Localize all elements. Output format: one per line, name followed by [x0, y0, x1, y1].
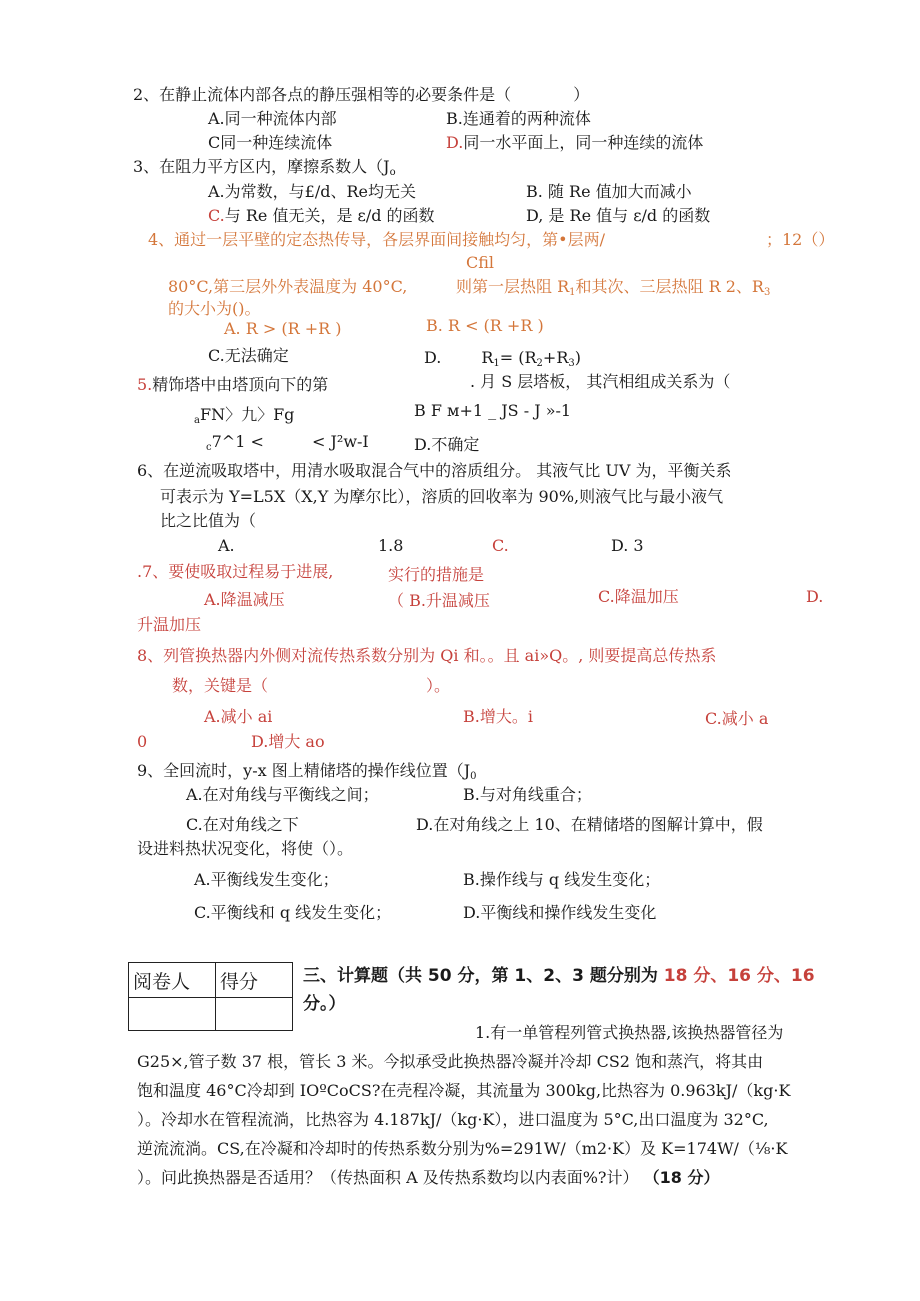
q5-option-c: $_c$7^1 < — [206, 432, 264, 453]
q8-option-b: B.增大。i — [463, 707, 533, 726]
q3-option-a: A.为常数，与£/d、Re均无关 — [208, 182, 416, 201]
calc1-line3: 饱和温度 46°C冷却到 IOºCoCS?在壳程冷凝，其流量为 300kg,比热容为 0.963kJ/（kg·K — [137, 1081, 791, 1100]
q6-line3: 比之比值为（ — [160, 511, 257, 530]
q6-option-c: C. — [492, 536, 509, 555]
q3-option-b: B. 随 Re 值加大而减小 — [526, 182, 692, 201]
calc1-line6: ）。问此换热器是否适用？（传热面积 A 及传热系数均以内表面%?计） （18 分） — [137, 1168, 720, 1187]
q8-option-c-sub: 0 — [137, 732, 148, 751]
q9-stem: 9、全回流时，y-x 图上精储塔的操作线位置（$J_0$ — [137, 761, 477, 782]
q3-option-d: D, 是 Re 值与 ε/d 的函数 — [526, 206, 711, 225]
score-cell[interactable] — [216, 998, 293, 1031]
q7-option-d-text: 升温加压 — [137, 615, 202, 634]
q7-option-d: D. — [806, 587, 824, 606]
q6-option-d: D. 3 — [611, 536, 644, 555]
q3-answer-letter: C. — [208, 206, 225, 225]
q6-line2: 可表示为 Y=L5X（X,Y 为摩尔比），溶质的回收率为 90%,则液气比与最小液气 — [160, 487, 724, 506]
q7-stem-cont: 实行的措施是 — [388, 565, 485, 584]
q9-option-b: B.与对角线重合； — [463, 785, 592, 804]
q7-option-b: （ B.升温减压 — [388, 591, 490, 610]
q10-option-a: A.平衡线发生变化； — [194, 870, 339, 889]
q2-option-b: B.连通着的两种流体 — [446, 109, 591, 128]
q4-line2b: 则第一层热阻 $R_1$和其次、三层热阻 R 2、$R_3$ — [456, 277, 771, 298]
q4-stem-tail: ；12（） — [766, 230, 835, 249]
q2-option-c: C同一种连续流体 — [208, 133, 333, 152]
q3-option-c: C.与 Re 值无关，是 ε/d 的函数 — [208, 206, 435, 225]
q5-option-b: B F м+1 _ JS - J »-1 — [414, 401, 572, 420]
section3-title: 三、计算题（共 50 分，第 1、2、3 题分别为 18 分、16 分、16 — [303, 966, 815, 986]
q4-line2a: 80°C,第三层外外表温度为 40°C, — [168, 277, 408, 296]
q5-option-a: $_a$FN〉九〉Fg — [194, 405, 295, 426]
q5-number: 5. — [137, 375, 153, 394]
q2-option-a: A.同一种流体内部 — [208, 109, 337, 128]
q10-stem: 设进料热状况变化，将使（）。 — [137, 839, 354, 858]
q9-option-c: C.在对角线之下 — [186, 815, 299, 834]
q5-stem: 5.精饰塔中由塔顶向下的第 — [137, 375, 329, 394]
q3-stem: 3、在阻力平方区内，摩擦系数人（$J_o$ — [133, 157, 396, 178]
q5-option-d: D.不确定 — [414, 435, 480, 454]
calc1-line2: G25×,管子数 37 根，管长 3 米。今拟承受此换热器冷凝并冷却 CS2 饱和蒸汽，将其由 — [137, 1052, 764, 1071]
q4-option-a: A. R > (R +R ) — [224, 319, 342, 338]
q7-option-c: C.降温加压 — [598, 587, 679, 606]
q4-option-c: C.无法确定 — [208, 346, 289, 365]
q4-cfil: Cfil — [466, 253, 495, 272]
grade-table — [128, 962, 293, 1031]
q4-option-b: B. R < (R +R ) — [426, 316, 544, 335]
q4-stem: 4、通过一层平壁的定态热传导，各层界面间接触均匀，第•层两/ — [148, 230, 606, 249]
q2-stem: 2、在静止流体内部各点的静压强相等的必要条件是（ ） — [133, 85, 590, 104]
score-header: 得分 — [216, 963, 293, 998]
section3-title-cont: 分。） — [303, 994, 346, 1014]
calc1-line1: 1.有一单管程列管式换热器,该换热器管径为 — [475, 1023, 784, 1042]
q4-option-d: D. $R_1= (R_2+R_3)$ — [424, 348, 581, 369]
q7-stem: .7、要使吸取过程易于进展, — [137, 562, 334, 581]
q10-option-d: D.平衡线和操作线发生变化 — [463, 903, 657, 922]
q10-option-c: C.平衡线和 q 线发生变化； — [194, 903, 392, 922]
q8-option-c: C.减小 a — [705, 709, 769, 728]
q5-option-c-cont: < J²w-I — [312, 432, 369, 451]
q10-option-b: B.操作线与 q 线发生变化； — [463, 870, 661, 889]
q8-option-a: A.减小 ai — [204, 707, 273, 726]
calc1-line4: ）。冷却水在管程流淌，比热容为 4.187kJ/（kg·K），进口温度为 5°C,出口温度为 32°C, — [137, 1110, 769, 1129]
q2-option-d: D.同一水平面上，同一种连续的流体 — [446, 133, 704, 152]
q8-line1: 8、列管换热器内外侧对流传热系数分别为 Qi 和。。且 ai»Q。, 则要提高总传热系 — [137, 646, 717, 665]
calc1-line5: 逆流流淌。CS,在冷凝和冷却时的传热系数分别为%=291W/（m2·K）及 K=174W/（⅛·K — [137, 1139, 788, 1158]
q6-option-b: 1.8 — [378, 536, 404, 555]
q4-line3: 的大小为()。 — [168, 299, 261, 318]
q2-answer-letter: D. — [446, 133, 464, 152]
reviewer-cell[interactable] — [129, 998, 216, 1031]
q7-option-a: A.降温减压 — [204, 590, 285, 609]
q6-line1: 6、在逆流吸取塔中，用清水吸取混合气中的溶质组分。 其液气比 UV 为，平衡关系 — [137, 461, 732, 480]
q8-line2: 数，关键是（ ）。 — [172, 676, 451, 695]
q6-option-a: A. — [218, 536, 235, 555]
q9-option-d: D.在对角线之上 10、在精储塔的图解计算中，假 — [416, 815, 763, 834]
reviewer-header: 阅卷人 — [129, 963, 216, 998]
q8-option-d: D.增大 ao — [251, 732, 325, 751]
q5-stem-cont: . 月 S 层塔板， 其汽相组成关系为（ — [470, 372, 731, 391]
q9-option-a: A.在对角线与平衡线之间； — [186, 785, 379, 804]
